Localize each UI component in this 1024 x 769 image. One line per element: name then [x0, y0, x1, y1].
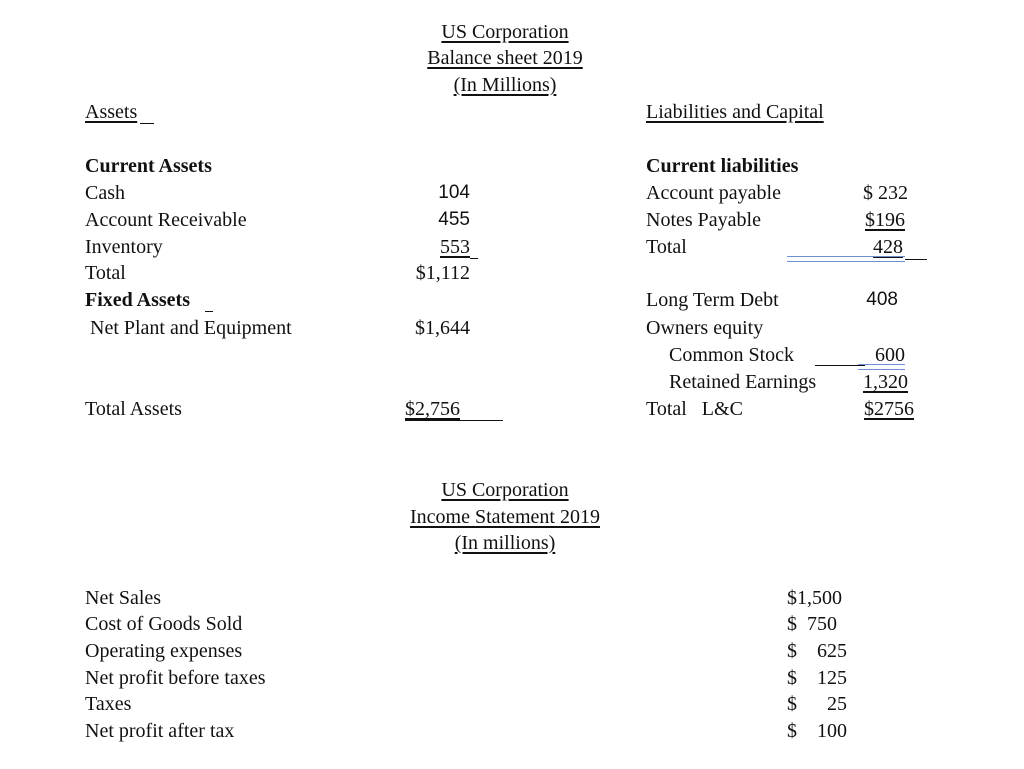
- balance-title-line-2: Balance sheet 2019: [427, 47, 583, 69]
- inventory-label: Inventory: [85, 236, 163, 258]
- operating-expenses-label: Operating expenses: [85, 640, 243, 662]
- liabilities-heading: Liabilities and Capital: [646, 101, 824, 123]
- current-liabilities-heading: Current liabilities: [646, 155, 799, 177]
- total-assets-underline: [405, 420, 503, 421]
- receivable-value: 455: [438, 209, 470, 230]
- account-payable-label: Account payable: [646, 182, 781, 204]
- total-lc-label: Total L&C: [646, 398, 743, 420]
- notes-payable-label: Notes Payable: [646, 209, 761, 231]
- taxes-label: Taxes: [85, 693, 132, 715]
- inventory-value: 553: [440, 236, 470, 258]
- net-profit-after-tax-label: Net profit after tax: [85, 720, 235, 742]
- current-liabilities-total-label: Total: [646, 236, 687, 258]
- total-assets-value: $2,756: [405, 398, 460, 420]
- balance-title-line-3: (In Millions): [453, 74, 557, 96]
- net-profit-after-tax-value: $ 100: [787, 720, 847, 742]
- receivable-label: Account Receivable: [85, 209, 247, 231]
- income-title-line-2: Income Statement 2019: [410, 506, 600, 528]
- taxes-value: $ 25: [787, 693, 847, 715]
- inventory-underline-trail: [470, 258, 478, 259]
- balance-title-line-1: US Corporation: [441, 21, 569, 43]
- total-underline-trail: [905, 259, 927, 260]
- notes-payable-value: $196: [865, 209, 905, 231]
- current-assets-total-label: Total: [85, 262, 126, 284]
- income-title-line-1: US Corporation: [441, 479, 569, 501]
- cogs-label: Cost of Goods Sold: [85, 613, 243, 635]
- total-double-underline: [787, 256, 905, 262]
- cash-label: Cash: [85, 182, 125, 204]
- net-sales-value: $1,500: [787, 587, 842, 609]
- net-profit-before-taxes-value: $ 125: [787, 667, 847, 689]
- operating-expenses-value: $ 625: [787, 640, 847, 662]
- assets-heading: Assets: [85, 101, 138, 123]
- long-term-debt-label: Long Term Debt: [646, 289, 779, 311]
- cogs-value: $ 750: [787, 613, 837, 635]
- net-sales-label: Net Sales: [85, 587, 162, 609]
- common-stock-label: Common Stock: [669, 344, 795, 366]
- cash-value: 104: [438, 182, 470, 203]
- assets-heading-underline-trail: [140, 123, 154, 124]
- current-assets-heading: Current Assets: [85, 155, 212, 177]
- net-plant-value: $1,644: [415, 317, 470, 339]
- current-liabilities-total-value: 428: [873, 236, 903, 258]
- fixed-assets-heading: Fixed Assets: [85, 289, 190, 311]
- net-profit-before-taxes-label: Net profit before taxes: [85, 667, 266, 689]
- income-title-line-3: (In millions): [454, 532, 556, 554]
- total-assets-label: Total Assets: [85, 398, 182, 420]
- total-lc-value: $2756: [864, 398, 914, 420]
- fixed-assets-underline-trail: [205, 311, 213, 312]
- current-assets-total-value: $1,112: [415, 262, 470, 284]
- retained-earnings-label: Retained Earnings: [669, 371, 817, 393]
- common-stock-value: 600: [875, 344, 905, 366]
- long-term-debt-value: 408: [866, 289, 898, 310]
- retained-earnings-value: 1,320: [863, 371, 908, 393]
- net-plant-label: Net Plant and Equipment: [90, 317, 292, 339]
- owners-equity-heading: Owners equity: [646, 317, 764, 339]
- account-payable-value: $ 232: [863, 182, 908, 204]
